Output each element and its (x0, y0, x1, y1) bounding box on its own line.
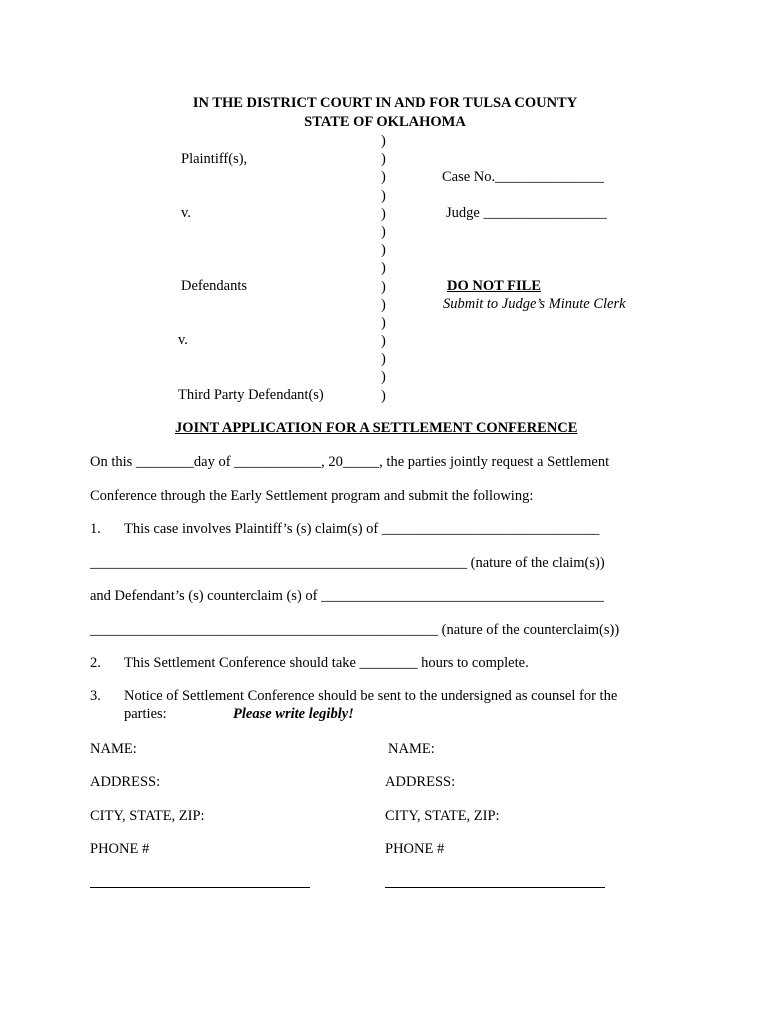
intro-line-1: On this ________day of ____________, 20_____, the parties jointly request a Settlement (90, 454, 610, 470)
caption-parenthesis: ) (381, 242, 386, 259)
caption-parenthesis: ) (381, 351, 386, 368)
right-city-state-zip-field[interactable]: CITY, STATE, ZIP: (385, 808, 500, 824)
caption-parenthesis: ) (381, 333, 386, 350)
do-not-file-notice: DO NOT FILE (447, 278, 542, 294)
versus-label-2: v. (178, 332, 188, 348)
right-name-field[interactable]: NAME: (388, 741, 435, 757)
item-1-claims-continuation[interactable]: ____________________________________________________ (nature of the claim(s)) (90, 555, 605, 571)
versus-label-1: v. (181, 205, 191, 221)
caption-parenthesis: ) (381, 314, 386, 331)
left-name-field[interactable]: NAME: (90, 741, 137, 757)
defendants-label: Defendants (181, 278, 248, 294)
caption-parenthesis: ) (381, 205, 386, 222)
write-legibly-note: Please write legibly! (233, 706, 354, 722)
right-phone-field[interactable]: PHONE # (385, 841, 445, 857)
left-phone-field[interactable]: PHONE # (90, 841, 150, 857)
court-header-line2: STATE OF OKLAHOMA (304, 114, 466, 130)
plaintiffs-label: Plaintiff(s), (181, 151, 248, 167)
submit-to-clerk-note: Submit to Judge’s Minute Clerk (443, 296, 626, 312)
caption-parenthesis: ) (381, 260, 386, 277)
intro-line-2: Conference through the Early Settlement program and submit the following: (90, 488, 534, 504)
caption-parenthesis: ) (381, 223, 386, 240)
caption-parenthesis-column (381, 132, 393, 405)
caption-parenthesis: ) (381, 169, 386, 186)
caption-parenthesis: ) (381, 278, 386, 295)
right-address-field[interactable]: ADDRESS: (385, 774, 456, 790)
right-signature-line[interactable] (385, 887, 605, 888)
item-3-continuation: parties: (124, 706, 167, 722)
caption-parenthesis: ) (381, 296, 386, 313)
caption-parenthesis: ) (381, 133, 386, 149)
item-3-number: 3. (90, 688, 101, 704)
caption-parenthesis: ) (381, 369, 386, 386)
left-city-state-zip-field[interactable]: CITY, STATE, ZIP: (90, 808, 205, 824)
caption-parenthesis: ) (381, 387, 386, 404)
case-number-field[interactable]: Case No._______________ (442, 169, 604, 185)
item-1-number: 1. (90, 521, 101, 537)
counterclaims-field[interactable]: and Defendant’s (s) counterclaim (s) of _______________________________________ (90, 588, 604, 604)
document-title: JOINT APPLICATION FOR A SETTLEMENT CONFERENCE (175, 420, 578, 436)
item-2-number: 2. (90, 655, 101, 671)
counterclaims-continuation[interactable]: ________________________________________________ (nature of the counterclaim(s)) (90, 622, 620, 638)
left-address-field[interactable]: ADDRESS: (90, 774, 161, 790)
left-signature-line[interactable] (90, 887, 310, 888)
third-party-defendants-label: Third Party Defendant(s) (178, 387, 324, 403)
court-header-line1: IN THE DISTRICT COURT IN AND FOR TULSA COUNTY (192, 95, 578, 111)
item-3-text: Notice of Settlement Conference should be sent to the undersigned as counsel for the (124, 688, 618, 704)
caption-parenthesis: ) (381, 151, 386, 168)
item-1-claims-field[interactable]: This case involves Plaintiff’s (s) claim(s) of ______________________________ (124, 521, 600, 537)
item-2-hours-field[interactable]: This Settlement Conference should take ________ hours to complete. (124, 655, 529, 671)
caption-parenthesis: ) (381, 187, 386, 204)
judge-field[interactable]: Judge _________________ (446, 205, 607, 221)
